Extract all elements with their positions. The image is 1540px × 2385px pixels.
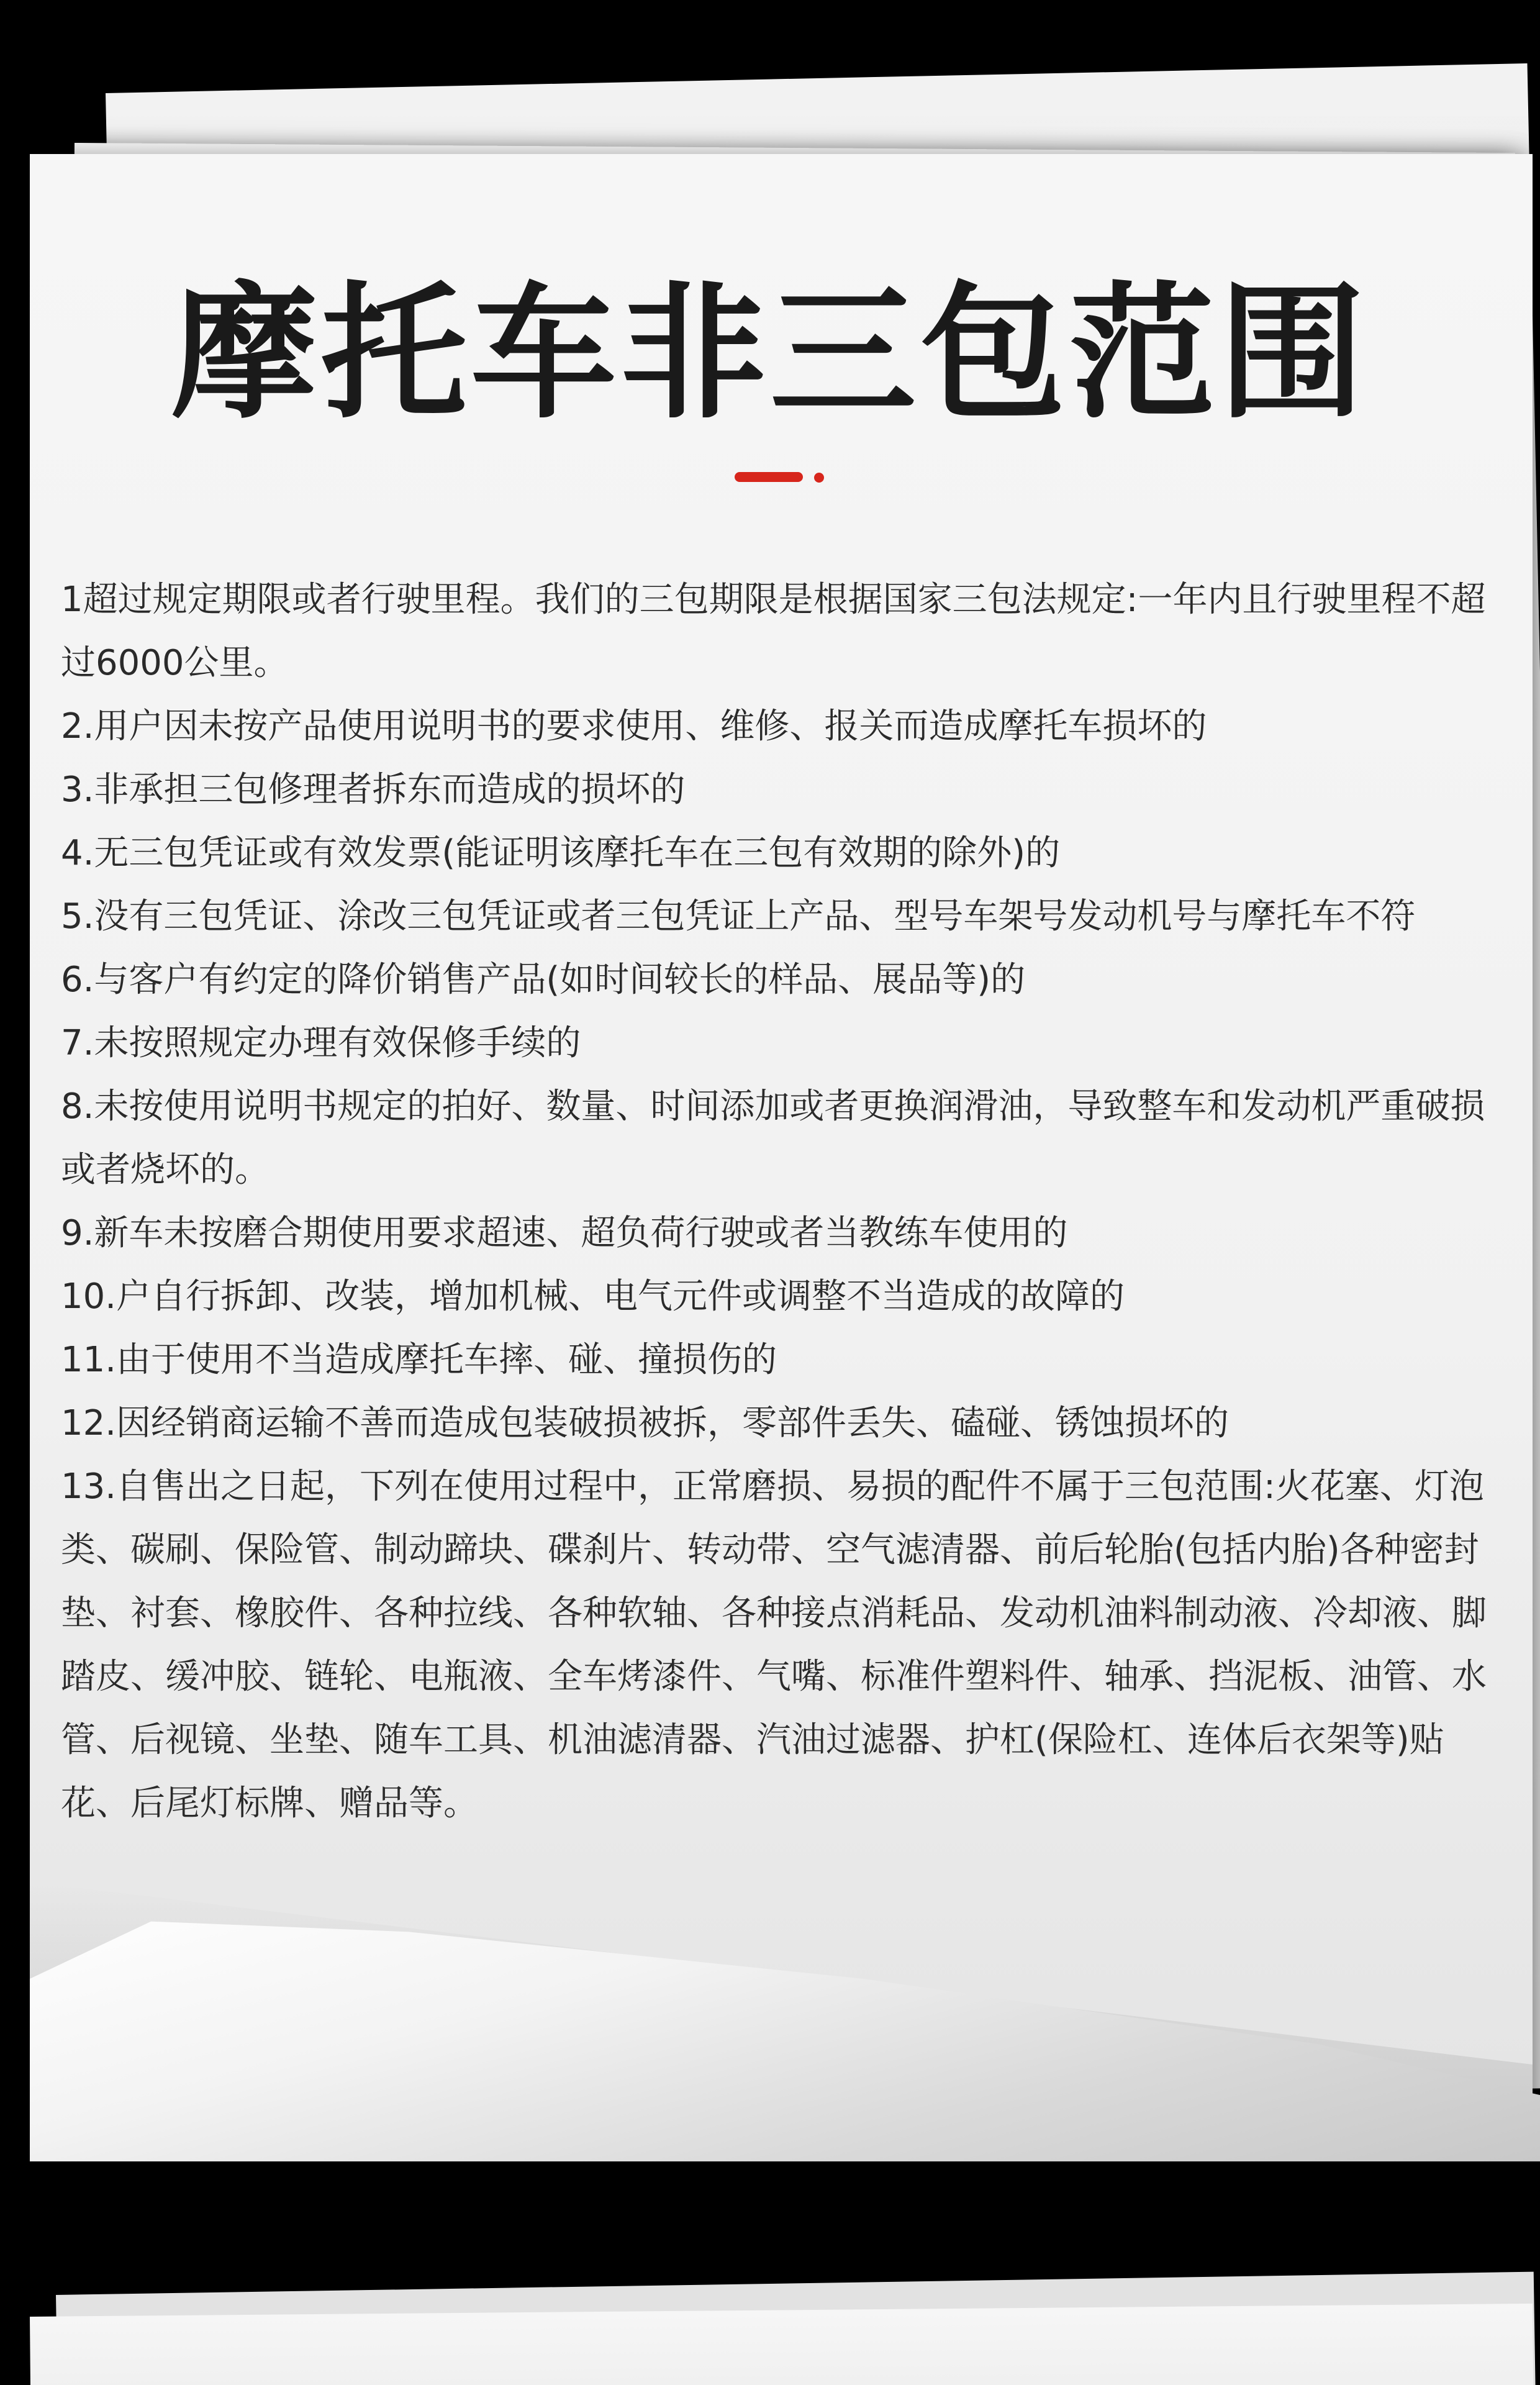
- list-item: 1超过规定期限或者行驶里程。我们的三包期限是根据国家三包法规定:一年内且行驶里程不超过6000公里。: [61, 579, 1486, 683]
- list-item: 10.户自行拆卸、改装，增加机械、电气元件或调整不当造成的故障的: [61, 1276, 1125, 1317]
- list-item: 12.因经销商运输不善而造成包装破损被拆，零部件丢失、磕碰、锈蚀损坏的: [61, 1403, 1230, 1443]
- page-title: 摩托车非三包范围: [171, 269, 1369, 438]
- list-item: 6.与客户有约定的降价销售产品(如时间较长的样品、展品等)的: [61, 960, 1026, 1000]
- list-item: 2.用户因未按产品使用说明书的要求使用、维修、报关而造成摩托车损坏的: [61, 706, 1207, 747]
- list-item: 8.未按使用说明书规定的拍好、数量、时间添加或者更换润滑油，导致整车和发动机严重破损或者烧坏的。: [61, 1086, 1485, 1190]
- list-item: 3.非承担三包修理者拆东而造成的损坏的: [61, 770, 686, 810]
- list-item: 11.由于使用不当造成摩托车摔、碰、撞损伤的: [61, 1340, 777, 1380]
- list-item: 13.自售出之日起，下列在使用过程中，正常磨损、易损的配件不属于三包范围:火花塞、灯泡类、碳刷、保险管、制动蹄块、碟刹片、转动带、空气滤清器、前后轮胎(包括内胎)各种密封垫、衬套、橡胶件、各种拉线、各种软轴、各种接点消耗品、发动机油料制动液、冷却液、脚踏皮、缓冲胶、链轮、电瓶液、全车烤漆件、气嘴、标准件塑料件、轴承、挡泥板、油管、水管、后视镜、坐垫、随车工具、机油滤清器、汽油过滤器、护杠(保险杠、连体后衣架等)贴花、后尾灯标牌、赠品等。: [61, 1466, 1487, 1824]
- list-item: 5.没有三包凭证、涂改三包凭证或者三包凭证上产品、型号车架号发动机号与摩托车不符: [61, 896, 1416, 937]
- list-item: 7.未按照规定办理有效保修手续的: [61, 1023, 581, 1063]
- list-item: 4.无三包凭证或有效发票(能证明该摩托车在三包有效期的除外)的: [61, 833, 1061, 873]
- exclusion-list: [61, 568, 1508, 1835]
- next-sheet: [30, 2304, 1534, 2385]
- title-divider: [735, 472, 803, 482]
- list-item: 9.新车未按磨合期使用要求超速、超负荷行驶或者当教练车使用的: [61, 1213, 1068, 1253]
- title-divider-dot: [814, 473, 824, 483]
